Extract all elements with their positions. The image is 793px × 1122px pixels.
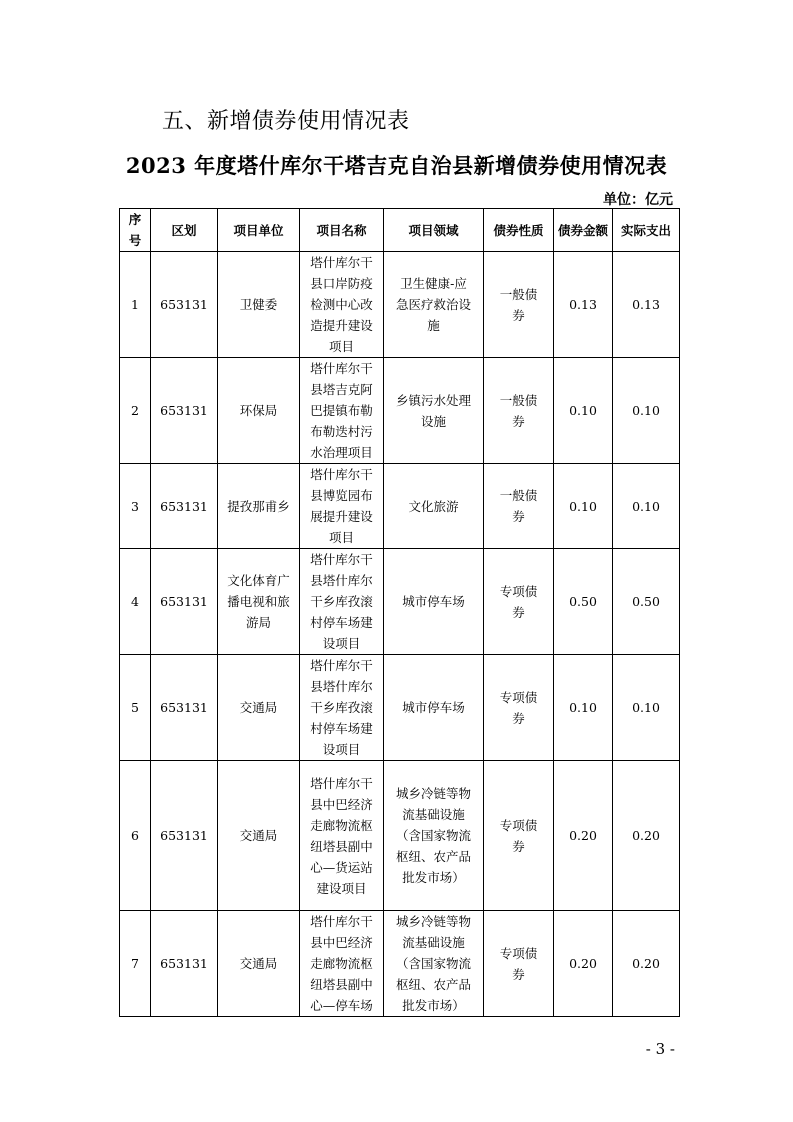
cell-bond-type: 专项债券: [484, 655, 554, 761]
cell-bond-amount: 0.10: [554, 464, 613, 549]
table-row: [120, 911, 680, 1017]
cell-seq: 4: [120, 549, 151, 655]
cell-seq: 7: [120, 911, 151, 1017]
table-row: [120, 464, 680, 549]
cell-actual-spent: 0.20: [613, 911, 680, 1017]
header-project-field: 项目领域: [384, 209, 484, 252]
cell-project-unit: 提孜那甫乡: [218, 464, 300, 549]
cell-region: 653131: [151, 252, 218, 358]
cell-project-unit: 交通局: [218, 911, 300, 1017]
cell-seq: 1: [120, 252, 151, 358]
cell-project-name: 塔什库尔干县中巴经济走廊物流枢纽塔县副中心—货运站建设项目: [300, 761, 384, 911]
cell-region: 653131: [151, 655, 218, 761]
cell-region: 653131: [151, 911, 218, 1017]
cell-project-name: 塔什库尔干县塔什库尔干乡库孜滚村停车场建设项目: [300, 655, 384, 761]
table-row: [120, 252, 680, 358]
document-title: 2023 年度塔什库尔干塔吉克自治县新增债券使用情况表: [125, 153, 668, 178]
cell-project-field: 城乡冷链等物流基础设施（含国家物流枢纽、农产品批发市场）: [384, 761, 484, 911]
cell-project-field: 城乡冷链等物流基础设施（含国家物流枢纽、农产品批发市场）: [384, 911, 484, 1017]
cell-seq: 3: [120, 464, 151, 549]
cell-bond-type: 专项债券: [484, 761, 554, 911]
cell-actual-spent: 0.10: [613, 655, 680, 761]
cell-bond-amount: 0.10: [554, 358, 613, 464]
cell-project-field: 卫生健康-应急医疗救治设施: [384, 252, 484, 358]
cell-project-unit: 文化体育广播电视和旅游局: [218, 549, 300, 655]
cell-bond-amount: 0.50: [554, 549, 613, 655]
table-row: [120, 761, 680, 911]
bond-usage-table: [119, 208, 680, 1017]
cell-bond-amount: 0.20: [554, 761, 613, 911]
cell-bond-type: 专项债券: [484, 911, 554, 1017]
table-row: [120, 358, 680, 464]
cell-bond-type: 一般债券: [484, 464, 554, 549]
unit-note: 单位：亿元: [603, 192, 673, 208]
header-project-unit: 项目单位: [218, 209, 300, 252]
cell-project-name: 塔什库尔干县塔什库尔干乡库孜滚村停车场建设项目: [300, 549, 384, 655]
cell-bond-amount: 0.13: [554, 252, 613, 358]
cell-project-field: 城市停车场: [384, 549, 484, 655]
table-row: [120, 549, 680, 655]
table-header-row: [120, 209, 680, 252]
cell-project-field: 城市停车场: [384, 655, 484, 761]
cell-bond-type: 一般债券: [484, 358, 554, 464]
cell-actual-spent: 0.10: [613, 358, 680, 464]
cell-region: 653131: [151, 358, 218, 464]
cell-actual-spent: 0.20: [613, 761, 680, 911]
cell-project-name: 塔什库尔干县博览园布展提升建设项目: [300, 464, 384, 549]
cell-region: 653131: [151, 761, 218, 911]
header-region: 区划: [151, 209, 218, 252]
header-bond-type: 债券性质: [484, 209, 554, 252]
cell-actual-spent: 0.10: [613, 464, 680, 549]
cell-bond-type: 专项债券: [484, 549, 554, 655]
cell-seq: 2: [120, 358, 151, 464]
cell-project-unit: 交通局: [218, 655, 300, 761]
cell-project-unit: 卫健委: [218, 252, 300, 358]
cell-seq: 6: [120, 761, 151, 911]
cell-bond-amount: 0.20: [554, 911, 613, 1017]
cell-region: 653131: [151, 549, 218, 655]
cell-project-unit: 交通局: [218, 761, 300, 911]
cell-project-field: 乡镇污水处理设施: [384, 358, 484, 464]
section-heading: 五、新增债券使用情况表: [162, 109, 410, 134]
cell-project-name: 塔什库尔干县塔吉克阿巴提镇布勒布勒迭村污水治理项目: [300, 358, 384, 464]
cell-project-name: 塔什库尔干县中巴经济走廊物流枢纽塔县副中心—停车场: [300, 911, 384, 1017]
cell-region: 653131: [151, 464, 218, 549]
cell-project-unit: 环保局: [218, 358, 300, 464]
cell-bond-amount: 0.10: [554, 655, 613, 761]
header-seq: 序号: [120, 209, 151, 252]
cell-project-name: 塔什库尔干县口岸防疫检测中心改造提升建设项目: [300, 252, 384, 358]
cell-project-field: 文化旅游: [384, 464, 484, 549]
page-number: - 3 -: [645, 1040, 675, 1058]
cell-actual-spent: 0.50: [613, 549, 680, 655]
cell-seq: 5: [120, 655, 151, 761]
table-row: [120, 655, 680, 761]
header-bond-amount: 债券金额: [554, 209, 613, 252]
cell-bond-type: 一般债券: [484, 252, 554, 358]
cell-actual-spent: 0.13: [613, 252, 680, 358]
header-actual-spent: 实际支出: [613, 209, 680, 252]
header-project-name: 项目名称: [300, 209, 384, 252]
